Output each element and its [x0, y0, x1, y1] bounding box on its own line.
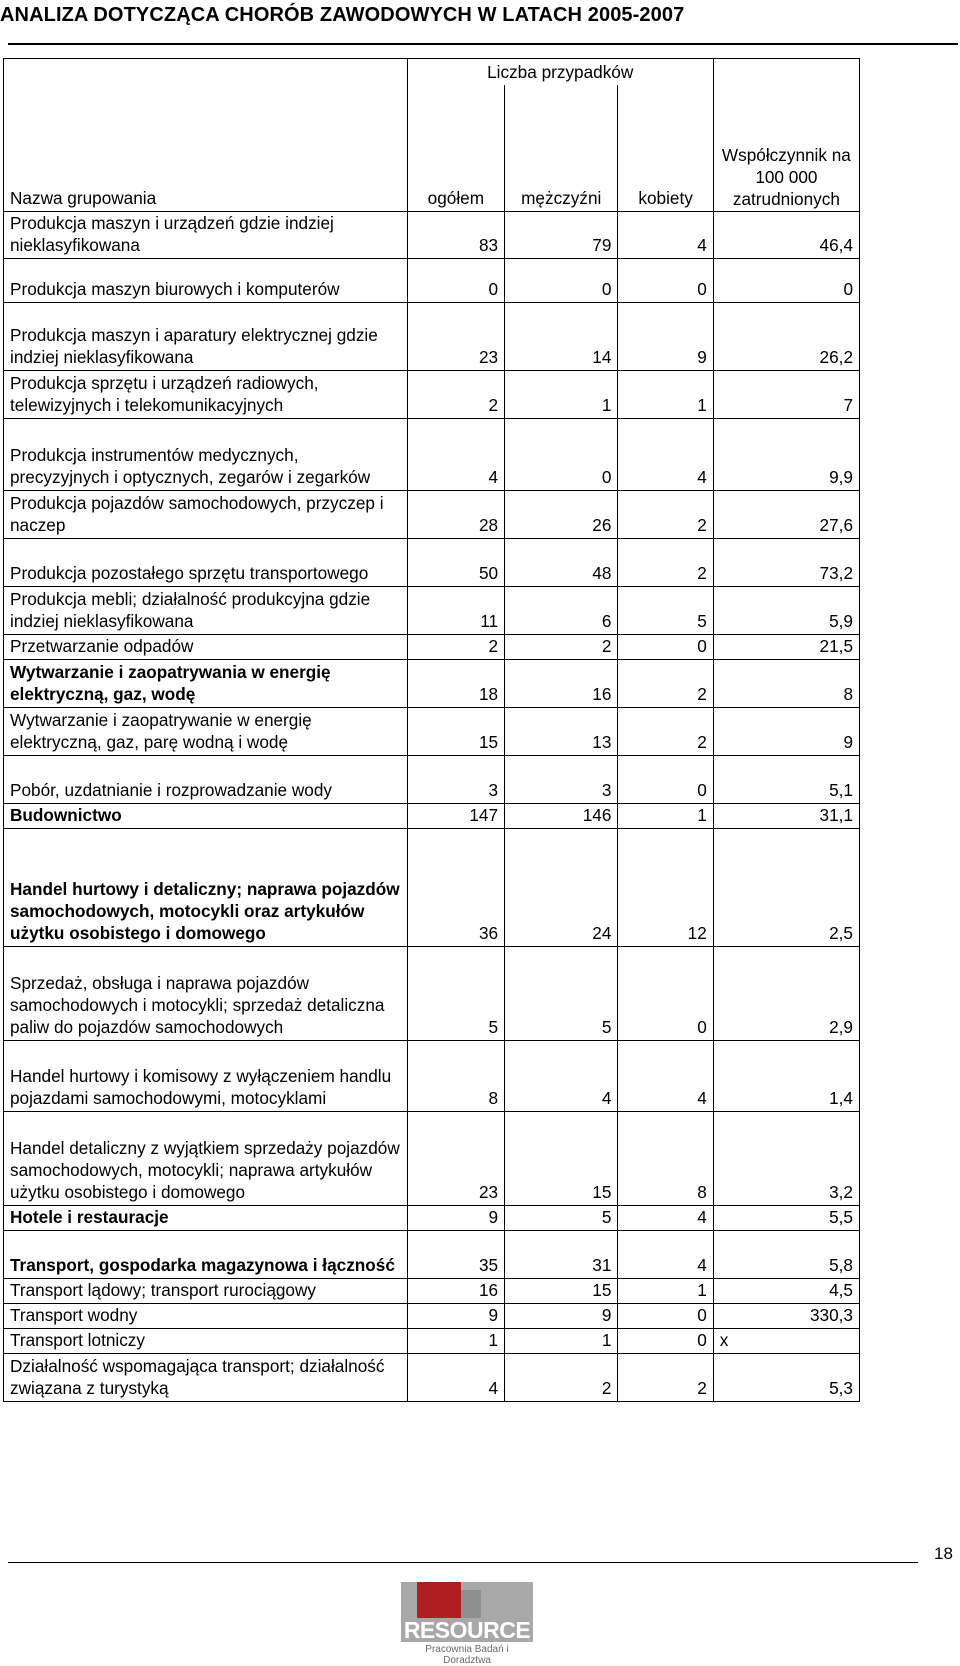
row-mezczyzni: 15	[505, 1111, 618, 1205]
row-wspolczynnik: 0	[713, 258, 859, 302]
header-row-top	[4, 59, 860, 86]
row-name: Transport lądowy; transport rurociągowy	[4, 1278, 408, 1303]
row-wspolczynnik: 31,1	[713, 803, 859, 828]
table-row	[4, 490, 860, 538]
table-row	[4, 1111, 860, 1205]
row-ogolem: 4	[407, 418, 504, 490]
logo-gray-block	[461, 1590, 481, 1618]
row-ogolem: 9	[407, 1303, 504, 1328]
row-kobiety: 12	[618, 828, 713, 946]
row-wspolczynnik: 2,5	[713, 828, 859, 946]
row-ogolem: 18	[407, 659, 504, 707]
row-kobiety: 2	[618, 490, 713, 538]
row-wspolczynnik: 9	[713, 707, 859, 755]
row-kobiety: 4	[618, 211, 713, 258]
row-mezczyzni: 146	[505, 803, 618, 828]
row-kobiety: 0	[618, 258, 713, 302]
row-kobiety: 2	[618, 1353, 713, 1401]
table-row	[4, 1328, 860, 1353]
row-mezczyzni: 5	[505, 1205, 618, 1230]
row-ogolem: 50	[407, 538, 504, 586]
table-row	[4, 211, 860, 258]
row-ogolem: 35	[407, 1230, 504, 1278]
table-row	[4, 1303, 860, 1328]
row-mezczyzni: 5	[505, 946, 618, 1040]
row-kobiety: 0	[618, 946, 713, 1040]
header-blank-right	[713, 59, 859, 86]
row-kobiety: 4	[618, 1230, 713, 1278]
row-mezczyzni: 14	[505, 302, 618, 370]
header-row-bottom	[4, 85, 860, 211]
table-row	[4, 755, 860, 803]
row-kobiety: 4	[618, 418, 713, 490]
row-ogolem: 1	[407, 1328, 504, 1353]
row-name: Sprzedaż, obsługa i naprawa pojazdów samochodowych i motocykli; sprzedaż detaliczna paliw do pojazdów samochodowych	[4, 946, 408, 1040]
row-ogolem: 36	[407, 828, 504, 946]
header-wspolczynnik: Współczynnik na 100 000 zatrudnionych	[713, 85, 859, 211]
row-wspolczynnik: 9,9	[713, 418, 859, 490]
row-ogolem: 15	[407, 707, 504, 755]
row-mezczyzni: 9	[505, 1303, 618, 1328]
table-row	[4, 538, 860, 586]
row-wspolczynnik: 4,5	[713, 1278, 859, 1303]
title-underline	[8, 43, 958, 45]
header-kobiety: kobiety	[618, 85, 713, 211]
row-kobiety: 5	[618, 586, 713, 634]
row-name: Produkcja sprzętu i urządzeń radiowych, telewizyjnych i telekomunikacyjnych	[4, 370, 408, 418]
row-ogolem: 5	[407, 946, 504, 1040]
row-mezczyzni: 0	[505, 418, 618, 490]
row-mezczyzni: 3	[505, 755, 618, 803]
row-name: Handel hurtowy i komisowy z wyłączeniem handlu pojazdami samochodowymi, motocyklami	[4, 1040, 408, 1111]
row-kobiety: 2	[618, 659, 713, 707]
row-name: Produkcja maszyn i aparatury elektrycznej gdzie indziej nieklasyfikowana	[4, 302, 408, 370]
document-title: ANALIZA DOTYCZĄCA CHORÓB ZAWODOWYCH W LATACH 2005-2007	[0, 4, 685, 26]
row-wspolczynnik: 5,1	[713, 755, 859, 803]
row-ogolem: 28	[407, 490, 504, 538]
header-ogolem: ogółem	[407, 85, 504, 211]
row-ogolem: 8	[407, 1040, 504, 1111]
logo-tagline: Pracownia Badań i Doradztwa	[425, 1644, 509, 1666]
header-nazwa-grupowania: Nazwa grupowania	[4, 85, 408, 211]
row-wspolczynnik: 5,3	[713, 1353, 859, 1401]
table-row	[4, 370, 860, 418]
row-name: Produkcja maszyn i urządzeń gdzie indziej nieklasyfikowana	[4, 211, 408, 258]
row-mezczyzni: 6	[505, 586, 618, 634]
row-name: Przetwarzanie odpadów	[4, 634, 408, 659]
table-row	[4, 946, 860, 1040]
row-wspolczynnik: 8	[713, 659, 859, 707]
row-name: Produkcja pojazdów samochodowych, przyczep i naczep	[4, 490, 408, 538]
table-row	[4, 302, 860, 370]
table-row	[4, 258, 860, 302]
row-kobiety: 1	[618, 370, 713, 418]
row-mezczyzni: 0	[505, 258, 618, 302]
table-row	[4, 828, 860, 946]
row-wspolczynnik: 1,4	[713, 1040, 859, 1111]
row-mezczyzni: 2	[505, 1353, 618, 1401]
row-mezczyzni: 79	[505, 211, 618, 258]
table-row	[4, 707, 860, 755]
row-ogolem: 23	[407, 1111, 504, 1205]
row-name: Działalność wspomagająca transport; działalność związana z turystyką	[4, 1353, 408, 1401]
row-wspolczynnik: 5,8	[713, 1230, 859, 1278]
row-name: Pobór, uzdatnianie i rozprowadzanie wody	[4, 755, 408, 803]
row-name: Budownictwo	[4, 803, 408, 828]
table-row	[4, 418, 860, 490]
row-kobiety: 0	[618, 755, 713, 803]
row-kobiety: 1	[618, 803, 713, 828]
row-wspolczynnik: 27,6	[713, 490, 859, 538]
row-kobiety: 0	[618, 634, 713, 659]
logo-wordmark: RESOURCE	[403, 1617, 531, 1642]
row-mezczyzni: 16	[505, 659, 618, 707]
table-row	[4, 1040, 860, 1111]
row-mezczyzni: 48	[505, 538, 618, 586]
row-name: Transport lotniczy	[4, 1328, 408, 1353]
row-ogolem: 83	[407, 211, 504, 258]
row-ogolem: 147	[407, 803, 504, 828]
row-wspolczynnik: x	[713, 1328, 859, 1353]
row-ogolem: 3	[407, 755, 504, 803]
row-kobiety: 4	[618, 1205, 713, 1230]
row-mezczyzni: 24	[505, 828, 618, 946]
row-mezczyzni: 26	[505, 490, 618, 538]
table-row	[4, 634, 860, 659]
header-mezczyzni: mężczyźni	[505, 85, 618, 211]
row-ogolem: 4	[407, 1353, 504, 1401]
table-row	[4, 586, 860, 634]
row-kobiety: 2	[618, 707, 713, 755]
row-ogolem: 23	[407, 302, 504, 370]
row-wspolczynnik: 330,3	[713, 1303, 859, 1328]
row-wspolczynnik: 2,9	[713, 946, 859, 1040]
header-blank-left	[4, 59, 408, 86]
row-kobiety: 2	[618, 538, 713, 586]
row-name: Wytwarzanie i zaopatrywania w energię elektryczną, gaz, wodę	[4, 659, 408, 707]
row-mezczyzni: 13	[505, 707, 618, 755]
row-name: Produkcja maszyn biurowych i komputerów	[4, 258, 408, 302]
table-row	[4, 1353, 860, 1401]
row-name: Handel detaliczny z wyjątkiem sprzedaży pojazdów samochodowych, motocykli; naprawa artykułów użytku osobistego i domowego	[4, 1111, 408, 1205]
row-name: Produkcja mebli; działalność produkcyjna gdzie indziej nieklasyfikowana	[4, 586, 408, 634]
row-kobiety: 9	[618, 302, 713, 370]
row-wspolczynnik: 26,2	[713, 302, 859, 370]
row-kobiety: 1	[618, 1278, 713, 1303]
row-ogolem: 2	[407, 634, 504, 659]
table-row	[4, 1230, 860, 1278]
row-wspolczynnik: 21,5	[713, 634, 859, 659]
row-wspolczynnik: 7	[713, 370, 859, 418]
occupational-disease-table	[3, 58, 860, 1402]
row-wspolczynnik: 3,2	[713, 1111, 859, 1205]
footer-rule	[8, 1562, 918, 1563]
row-wspolczynnik: 5,5	[713, 1205, 859, 1230]
row-mezczyzni: 2	[505, 634, 618, 659]
logo-red-block	[417, 1582, 461, 1618]
row-name: Produkcja pozostałego sprzętu transportowego	[4, 538, 408, 586]
table-row	[4, 659, 860, 707]
row-name: Handel hurtowy i detaliczny; naprawa pojazdów samochodowych, motocykli oraz artykułów użytku osobistego i domowego	[4, 828, 408, 946]
row-wspolczynnik: 5,9	[713, 586, 859, 634]
row-name: Produkcja instrumentów medycznych, precyzyjnych i optycznych, zegarów i zegarków	[4, 418, 408, 490]
row-kobiety: 0	[618, 1303, 713, 1328]
row-ogolem: 9	[407, 1205, 504, 1230]
table-row	[4, 803, 860, 828]
row-ogolem: 2	[407, 370, 504, 418]
page-number: 18	[934, 1544, 953, 1563]
row-kobiety: 8	[618, 1111, 713, 1205]
row-mezczyzni: 1	[505, 1328, 618, 1353]
row-ogolem: 0	[407, 258, 504, 302]
resource-logo	[401, 1582, 533, 1666]
row-mezczyzni: 31	[505, 1230, 618, 1278]
row-mezczyzni: 4	[505, 1040, 618, 1111]
row-wspolczynnik: 73,2	[713, 538, 859, 586]
row-name: Transport, gospodarka magazynowa i łączność	[4, 1230, 408, 1278]
row-name: Transport wodny	[4, 1303, 408, 1328]
header-liczba-przypadkow: Liczba przypadków	[407, 59, 713, 86]
row-kobiety: 4	[618, 1040, 713, 1111]
row-ogolem: 16	[407, 1278, 504, 1303]
logo-mark	[401, 1582, 533, 1642]
row-name: Hotele i restauracje	[4, 1205, 408, 1230]
row-wspolczynnik: 46,4	[713, 211, 859, 258]
row-mezczyzni: 1	[505, 370, 618, 418]
table-row	[4, 1205, 860, 1230]
table-row	[4, 1278, 860, 1303]
row-mezczyzni: 15	[505, 1278, 618, 1303]
row-ogolem: 11	[407, 586, 504, 634]
row-name: Wytwarzanie i zaopatrywanie w energię elektryczną, gaz, parę wodną i wodę	[4, 707, 408, 755]
row-kobiety: 0	[618, 1328, 713, 1353]
